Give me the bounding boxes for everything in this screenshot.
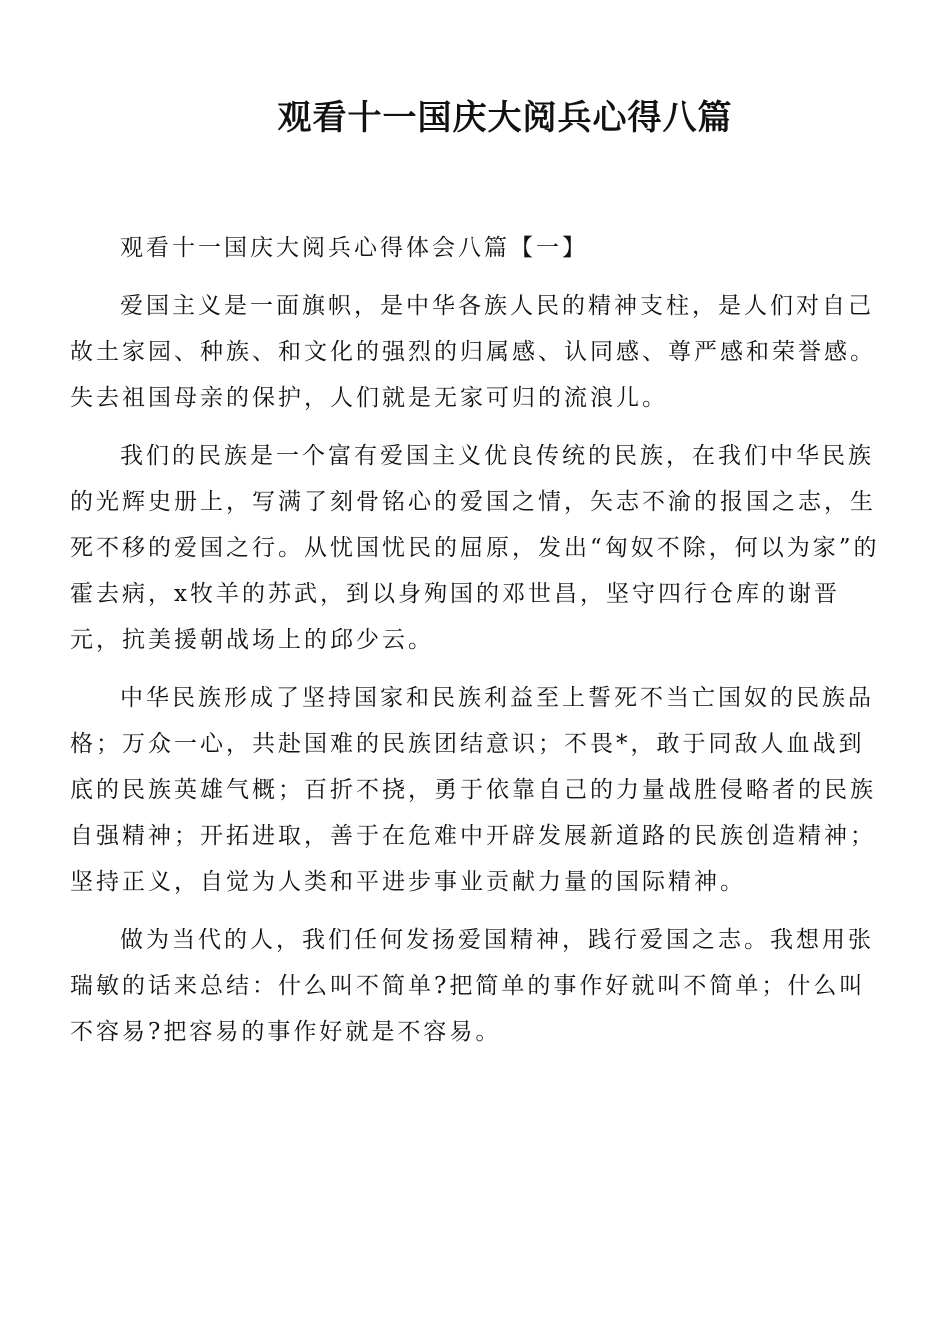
- body-paragraph: 做为当代的人，我们任何发扬爱国精神，践行爱国之志。我想用张瑞敏的话来总结：什么叫不简单?把简单的事作好就叫不简单；什么叫不容易?把容易的事作好就是不容易。: [70, 927, 874, 1045]
- body-paragraph: 中华民族形成了坚持国家和民族利益至上誓死不当亡国奴的民族品格；万众一心，共赴国难的民族团结意识；不畏*，敢于同敌人血战到底的民族英雄气概；百折不挠，勇于依靠自己的力量战胜侵略者的民族自强精神；开拓进取，善于在危难中开辟发展新道路的民族创造精神；坚持正义，自觉为人类和平进步事业贡献力量的国际精神。: [70, 685, 876, 895]
- body-paragraph: 我们的民族是一个富有爱国主义优良传统的民族，在我们中华民族的光辉史册上，写满了刻骨铭心的爱国之情，矢志不渝的报国之志，生死不移的爱国之行。从忧国忧民的屈原，发出“匈奴不除，何以为家”的霍去病，x牧羊的苏武，到以身殉国的邓世昌，坚守四行仓库的谢晋元，抗美援朝战场上的邱少云。: [70, 443, 880, 653]
- document-title: 观看十一国庆大阅兵心得八篇: [277, 98, 733, 138]
- body-paragraph: 爱国主义是一面旗帜，是中华各族人民的精神支柱，是人们对自己故土家园、种族、和文化的强烈的归属感、认同感、尊严感和荣誉感。失去祖国母亲的保护，人们就是无家可归的流浪儿。: [70, 293, 876, 411]
- section-heading: 观看十一国庆大阅兵心得体会八篇【一】: [120, 235, 588, 261]
- document-body: [70, 225, 890, 1055]
